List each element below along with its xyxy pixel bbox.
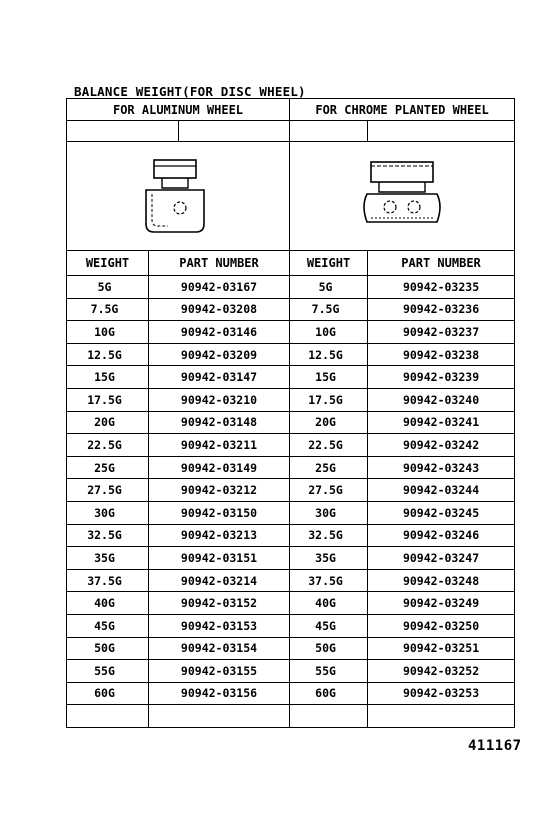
chrome-blank-cell-left <box>290 121 368 142</box>
aluminum-weight-cell: 20G <box>67 411 149 434</box>
chrome-weight-cell: 32.5G <box>290 524 368 547</box>
empty-cell <box>290 705 368 728</box>
chrome-part-column-header: PART NUMBER <box>368 251 515 276</box>
aluminum-part-number-cell: 90942-03210 <box>149 388 290 411</box>
table-row <box>67 366 515 389</box>
aluminum-part-number-cell: 90942-03151 <box>149 547 290 570</box>
chrome-part-number-cell: 90942-03244 <box>368 479 515 502</box>
chrome-part-number-cell: 90942-03247 <box>368 547 515 570</box>
chrome-weight-cell: 12.5G <box>290 343 368 366</box>
chrome-weight-column-header: WEIGHT <box>290 251 368 276</box>
chrome-part-number-cell: 90942-03238 <box>368 343 515 366</box>
chrome-part-number-cell: 90942-03237 <box>368 321 515 344</box>
table-row <box>67 592 515 615</box>
aluminum-part-number-cell: 90942-03209 <box>149 343 290 366</box>
table-row <box>67 660 515 683</box>
table-row <box>67 569 515 592</box>
chrome-part-number-cell: 90942-03242 <box>368 434 515 457</box>
chrome-weight-cell: 60G <box>290 682 368 705</box>
table-row <box>67 321 515 344</box>
table-row <box>67 276 515 299</box>
balance-weight-table <box>66 98 515 728</box>
aluminum-weight-cell: 7.5G <box>67 298 149 321</box>
aluminum-wheel-header: FOR ALUMINUM WHEEL <box>67 99 290 121</box>
aluminum-part-number-cell: 90942-03149 <box>149 456 290 479</box>
aluminum-part-number-cell: 90942-03213 <box>149 524 290 547</box>
chrome-weight-cell: 37.5G <box>290 569 368 592</box>
chrome-weight-cell: 22.5G <box>290 434 368 457</box>
aluminum-weight-cell: 5G <box>67 276 149 299</box>
chrome-part-number-cell: 90942-03250 <box>368 614 515 637</box>
chrome-weight-illustration <box>290 142 515 251</box>
aluminum-part-number-cell: 90942-03153 <box>149 614 290 637</box>
aluminum-part-column-header: PART NUMBER <box>149 251 290 276</box>
aluminum-part-number-cell: 90942-03214 <box>149 569 290 592</box>
aluminum-balance-weight-icon <box>138 156 218 236</box>
aluminum-weight-cell: 60G <box>67 682 149 705</box>
aluminum-part-number-cell: 90942-03146 <box>149 321 290 344</box>
chrome-weight-cell: 5G <box>290 276 368 299</box>
chrome-wheel-header: FOR CHROME PLANTED WHEEL <box>290 99 515 121</box>
chrome-part-number-cell: 90942-03253 <box>368 682 515 705</box>
aluminum-blank-cell-right <box>179 121 290 142</box>
aluminum-weight-cell: 40G <box>67 592 149 615</box>
table-row <box>67 501 515 524</box>
chrome-weight-cell: 40G <box>290 592 368 615</box>
aluminum-part-number-cell: 90942-03167 <box>149 276 290 299</box>
table-row <box>67 434 515 457</box>
aluminum-part-number-cell: 90942-03211 <box>149 434 290 457</box>
aluminum-weight-column-header: WEIGHT <box>67 251 149 276</box>
table-row <box>67 388 515 411</box>
chrome-part-number-cell: 90942-03243 <box>368 456 515 479</box>
aluminum-weight-cell: 45G <box>67 614 149 637</box>
chrome-weight-cell: 55G <box>290 660 368 683</box>
aluminum-part-number-cell: 90942-03148 <box>149 411 290 434</box>
chrome-weight-cell: 10G <box>290 321 368 344</box>
chrome-weight-cell: 30G <box>290 501 368 524</box>
aluminum-part-number-cell: 90942-03156 <box>149 682 290 705</box>
document-title: BALANCE WEIGHT(FOR DISC WHEEL) <box>74 84 306 99</box>
chrome-weight-cell: 7.5G <box>290 298 368 321</box>
chrome-weight-cell: 45G <box>290 614 368 637</box>
chrome-part-number-cell: 90942-03245 <box>368 501 515 524</box>
aluminum-blank-cell <box>67 121 179 142</box>
chrome-weight-cell: 15G <box>290 366 368 389</box>
empty-cell <box>149 705 290 728</box>
aluminum-weight-cell: 35G <box>67 547 149 570</box>
aluminum-weight-cell: 30G <box>67 501 149 524</box>
chrome-weight-cell: 25G <box>290 456 368 479</box>
chrome-balance-weight-icon <box>357 156 447 236</box>
chrome-part-number-cell: 90942-03240 <box>368 388 515 411</box>
table-row <box>67 298 515 321</box>
chrome-weight-cell: 27.5G <box>290 479 368 502</box>
aluminum-part-number-cell: 90942-03152 <box>149 592 290 615</box>
aluminum-weight-cell: 37.5G <box>67 569 149 592</box>
chrome-part-number-cell: 90942-03251 <box>368 637 515 660</box>
aluminum-weight-cell: 32.5G <box>67 524 149 547</box>
chrome-part-number-cell: 90942-03246 <box>368 524 515 547</box>
table-row <box>67 682 515 705</box>
chrome-weight-cell: 17.5G <box>290 388 368 411</box>
aluminum-weight-illustration <box>67 142 290 251</box>
table-row <box>67 524 515 547</box>
chrome-part-number-cell: 90942-03235 <box>368 276 515 299</box>
aluminum-weight-cell: 17.5G <box>67 388 149 411</box>
aluminum-weight-cell: 15G <box>67 366 149 389</box>
chrome-part-number-cell: 90942-03249 <box>368 592 515 615</box>
table-row <box>67 411 515 434</box>
chrome-weight-cell: 20G <box>290 411 368 434</box>
aluminum-weight-cell: 10G <box>67 321 149 344</box>
empty-row <box>67 705 515 728</box>
aluminum-part-number-cell: 90942-03147 <box>149 366 290 389</box>
chrome-weight-cell: 35G <box>290 547 368 570</box>
table-row <box>67 614 515 637</box>
table-row <box>67 456 515 479</box>
aluminum-part-number-cell: 90942-03155 <box>149 660 290 683</box>
chrome-part-number-cell: 90942-03252 <box>368 660 515 683</box>
aluminum-weight-cell: 25G <box>67 456 149 479</box>
aluminum-weight-cell: 12.5G <box>67 343 149 366</box>
empty-cell <box>368 705 515 728</box>
empty-cell <box>67 705 149 728</box>
table-row <box>67 547 515 570</box>
table-row <box>67 637 515 660</box>
chrome-blank-cell-right <box>368 121 515 142</box>
chrome-part-number-cell: 90942-03248 <box>368 569 515 592</box>
chrome-part-number-cell: 90942-03241 <box>368 411 515 434</box>
aluminum-part-number-cell: 90942-03212 <box>149 479 290 502</box>
chrome-part-number-cell: 90942-03236 <box>368 298 515 321</box>
aluminum-weight-cell: 55G <box>67 660 149 683</box>
aluminum-part-number-cell: 90942-03150 <box>149 501 290 524</box>
aluminum-part-number-cell: 90942-03154 <box>149 637 290 660</box>
chrome-part-number-cell: 90942-03239 <box>368 366 515 389</box>
chrome-weight-cell: 50G <box>290 637 368 660</box>
aluminum-weight-cell: 50G <box>67 637 149 660</box>
aluminum-part-number-cell: 90942-03208 <box>149 298 290 321</box>
aluminum-weight-cell: 22.5G <box>67 434 149 457</box>
table-row <box>67 343 515 366</box>
page-id: 411167 <box>468 738 522 754</box>
table-row <box>67 479 515 502</box>
aluminum-weight-cell: 27.5G <box>67 479 149 502</box>
